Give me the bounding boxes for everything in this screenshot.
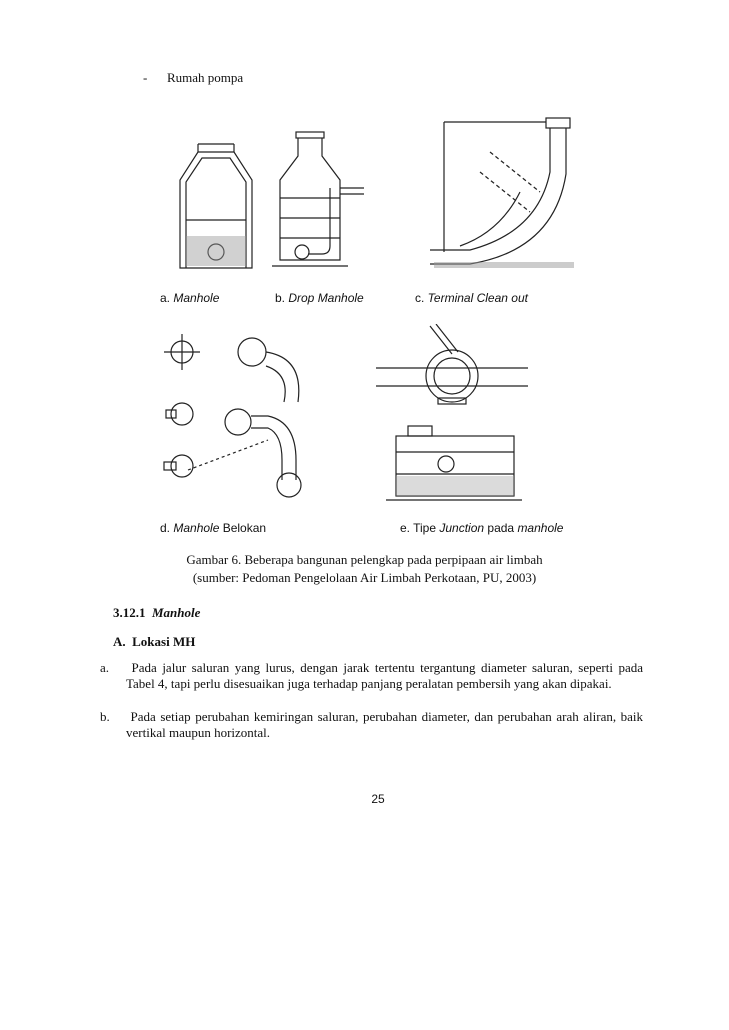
figure-drop-manhole bbox=[268, 128, 368, 273]
junction-manhole-drawing bbox=[372, 324, 532, 509]
figure-caption-line1: Gambar 6. Beberapa bangunan pelengkap pada perpipaan air limbah bbox=[186, 552, 543, 567]
caption-e-mid: pada bbox=[484, 521, 518, 535]
list-item-text: Pada jalur saluran yang lurus, dengan jarak tertentu tergantung diameter saluran, seperti pada Tabel 4, tapi perlu disesuaikan juga terhadap panjang peralatan pembersih yang akan dipakai. bbox=[126, 660, 643, 691]
section-heading bbox=[113, 605, 200, 621]
list-item-a bbox=[100, 660, 643, 692]
list-item-label: a. bbox=[100, 660, 110, 675]
bullet-dash: - bbox=[143, 70, 148, 85]
figure-junction-manhole bbox=[372, 324, 532, 509]
caption-b-prefix: b. bbox=[275, 291, 289, 305]
bullet-text: Rumah pompa bbox=[167, 70, 244, 85]
section-number: 3.12.1 bbox=[113, 605, 146, 620]
caption-d-prefix: d. bbox=[160, 521, 174, 535]
figure-manhole bbox=[176, 140, 256, 270]
caption-b-term: Drop Manhole bbox=[288, 291, 364, 305]
manhole-drawing bbox=[176, 140, 256, 270]
caption-d-suffix: Belokan bbox=[219, 521, 267, 535]
caption-e-prefix: e. Tipe bbox=[400, 521, 440, 535]
caption-d bbox=[160, 521, 266, 535]
caption-d-term: Manhole bbox=[173, 521, 220, 535]
section-title: Manhole bbox=[152, 605, 201, 620]
figure-caption-line2: (sumber: Pedoman Pengelolaan Air Limbah Perkotaan, PU, 2003) bbox=[192, 570, 537, 585]
figure-manhole-belokan bbox=[158, 330, 318, 505]
caption-c-term: Terminal Clean out bbox=[427, 291, 528, 305]
caption-c bbox=[415, 291, 528, 305]
bullet-item bbox=[143, 70, 243, 86]
manhole-belokan-drawing bbox=[158, 330, 318, 505]
caption-a-prefix: a. bbox=[160, 291, 174, 305]
list-item-label: b. bbox=[100, 709, 110, 724]
caption-e-term2: manhole bbox=[517, 521, 564, 535]
caption-b bbox=[275, 291, 364, 305]
list-item-b bbox=[100, 709, 644, 741]
caption-c-prefix: c. bbox=[415, 291, 428, 305]
caption-a-term: Manhole bbox=[173, 291, 220, 305]
page-number: 25 bbox=[371, 792, 385, 806]
caption-e bbox=[400, 521, 563, 535]
figure-caption bbox=[0, 551, 729, 587]
terminal-clean-out-drawing bbox=[420, 112, 580, 272]
subsection-title: Lokasi MH bbox=[132, 634, 196, 649]
caption-e-term: Junction bbox=[439, 521, 485, 535]
subsection-heading: A. Lokasi MH bbox=[113, 634, 196, 649]
figure-terminal-clean-out bbox=[420, 112, 580, 272]
list-item-text: Pada setiap perubahan kemiringan saluran, perubahan diameter, dan perubahan arah aliran, baik vertikal maupun horizontal. bbox=[126, 709, 644, 740]
drop-manhole-drawing bbox=[268, 128, 368, 273]
subsection-letter: A bbox=[113, 634, 123, 649]
caption-a bbox=[160, 291, 219, 305]
